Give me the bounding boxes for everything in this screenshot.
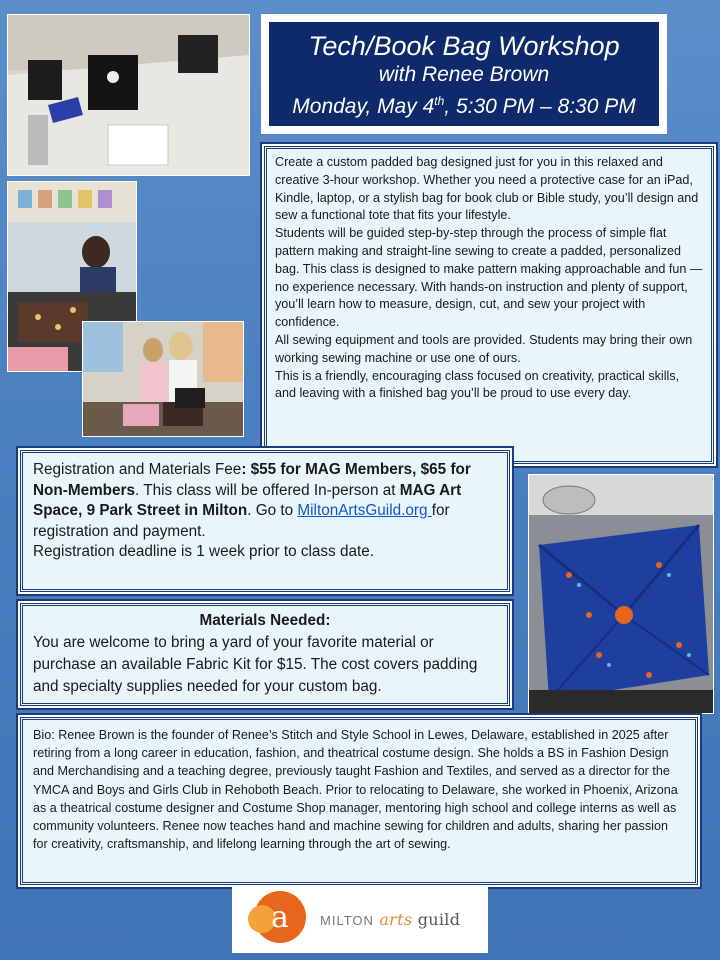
website-link[interactable]: MiltonArtsGuild.org: [297, 502, 432, 519]
description-paragraph: All sewing equipment and tools are provided. Students may bring their own working sewing machine or use one of ours.: [275, 332, 693, 365]
workshop-description: [264, 146, 714, 464]
location-text: MAG Art Space, 9 Park Street in Milton: [33, 481, 462, 519]
workshop-title: Tech/Book Bag Workshop: [308, 31, 620, 61]
logo-mark-icon: [240, 889, 306, 949]
materials-body: You are welcome to bring a yard of your favorite material or purchase an available Fabric Kit for $15. The cost covers padding and specialty supplies needed for your custom bag.: [33, 634, 478, 695]
photo-sample-bag: [528, 474, 714, 714]
registration-info: Registration and Materials Fee: $55 for MAG Members, $65 for Non-Members. This class will be offered In-person at MAG Art Space, 9 Park Street in Milton. Go to MiltonArtsGuild.org for registration and payment. Registration deadline is 1 week prior to class date.: [20, 450, 510, 592]
description-paragraph: This is a friendly, encouraging class focused on creativity, practical skills, and leaving with a finished bag you’ll be proud to use every day.: [275, 368, 680, 401]
instructor-subtitle: with Renee Brown: [378, 63, 550, 86]
deadline-text: Registration deadline is 1 week prior to class date.: [33, 543, 374, 560]
description-paragraph: Create a custom padded bag designed just for you in this relaxed and creative 3-hour workshop. Whether you need a protective case for an iPad, Kindle, laptop, or a stylish bag for book club or Bible study, you’ll design and sew a functional tote that fits your lifestyle.: [275, 155, 699, 223]
milton-arts-guild-logo: [232, 885, 488, 953]
svg-text:a: a: [271, 900, 289, 935]
photo-sewing-machines: [7, 14, 250, 176]
fee-text: : $55 for MAG Members, $65 for Non-Members: [33, 461, 471, 499]
logo-wordmark: MILTON arts guild: [320, 909, 461, 929]
workshop-date-time: Monday, May 4th, 5:30 PM – 8:30 PM: [292, 94, 636, 118]
materials-heading: Materials Needed:: [199, 612, 331, 629]
materials-needed: [20, 603, 510, 706]
description-paragraph: Students will be guided step-by-step through the process of simple flat pattern making and straight-line sewing to create a padded, personalized bag. This class is designed to make pattern making approachable and fun — no experience necessary. With hands-on instruction and plenty of support, you’ll learn how to measure, design, cut, and sew your project with confidence.: [275, 226, 703, 330]
instructor-bio: Bio: Renee Brown is the founder of Renee’s Stitch and Style School in Lewes, Delaware, established in 2025 after retiring from a long career in education, fashion, and theatrical costume design. She holds a BS in Fashion Design and Merchandising and a teaching degree, previously taught Fashion and Textiles, and served as a director for the YMCA and Boys and Girls Club in Rehoboth Beach. Prior to relocating to Delaware, she worked in Phoenix, Arizona as a theatrical costume designer and Costume Shop manager, mentoring high school and college interns as well as community volunteers. Renee now teaches hand and machine sewing for children and adults, sharing her passion for creativity, craftsmanship, and lifelong learning through the art of sewing.: [20, 717, 698, 885]
title-banner: [261, 14, 667, 134]
photo-finished-bags: [82, 321, 244, 437]
